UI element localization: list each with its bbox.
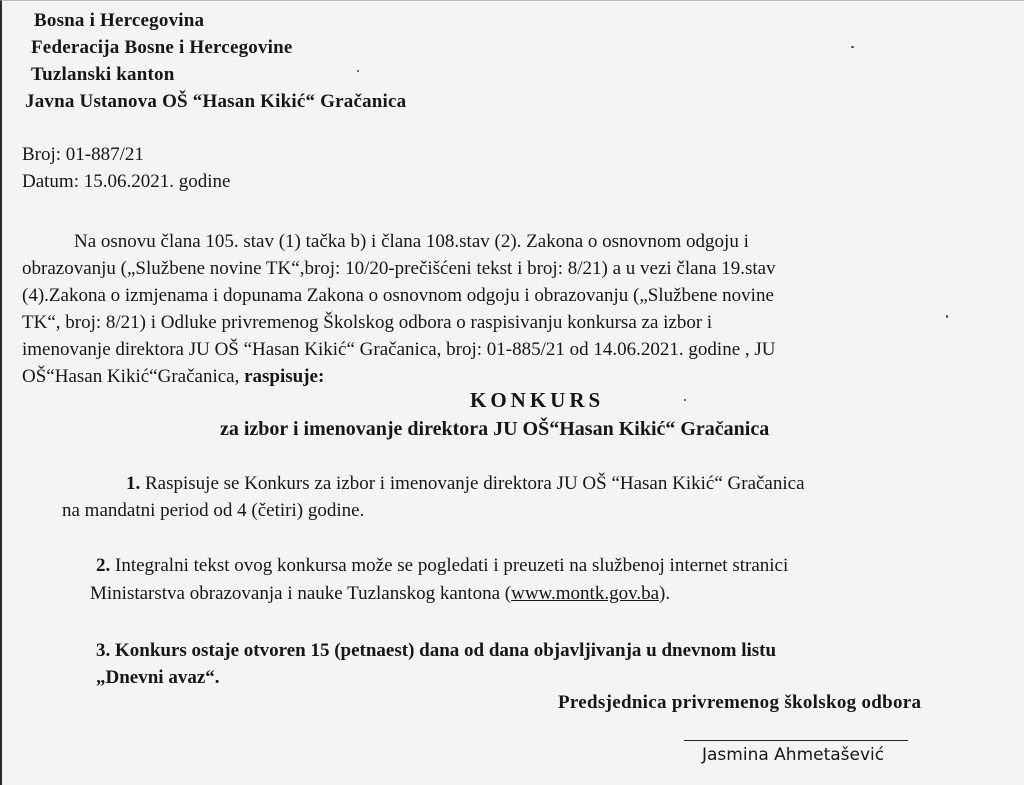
header-federation: Federacija Bosne i Hercegovine [31, 37, 293, 58]
item-2-text-post: ). [659, 583, 671, 604]
intro-line-5: imenovanje direktora JU OŠ “Hasan Kikić“ Gračanica, broj: 01-885/21 od 14.06.2021. godine , JU [22, 339, 776, 360]
signature-title: Predsjednica privremenog školskog odbora [558, 692, 922, 713]
document-title: KONKURS [470, 388, 605, 412]
scan-speck [357, 70, 359, 72]
item-2-text-pre: Ministarstva obrazovanja i nauke Tuzlanskog kantona ( [90, 583, 512, 604]
item-3-number: 3. [96, 640, 111, 661]
reference-number: Broj: 01-887/21 [22, 144, 144, 165]
ministry-website-link[interactable]: www.montk.gov.ba [511, 583, 660, 604]
item-1-line-1 [126, 470, 805, 498]
item-2-number: 2. [96, 555, 111, 576]
header-institution: Javna Ustanova OŠ “Hasan Kikić“ Gračanica [25, 91, 407, 112]
item-2-text: Integralni tekst ovog konkursa može se pogledati i preuzeti na službenoj internet stranici [110, 555, 789, 576]
item-1-text: Raspisuje se Konkurs za izbor i imenovanje direktora JU OŠ “Hasan Kikić“ Gračanica [140, 473, 805, 494]
reference-date: Datum: 15.06.2021. godine [22, 171, 231, 192]
item-1-number: 1. [126, 473, 141, 494]
signature-line [684, 740, 908, 741]
item-3-line-2: „Dnevni avaz“. [96, 667, 220, 688]
item-3-text: Konkurs ostaje otvoren 15 (petnaest) dana od dana objavljivanja u dnevnom listu [110, 640, 777, 661]
item-2-line-1 [96, 552, 788, 580]
intro-line-1: Na osnovu člana 105. stav (1) tačka b) i člana 108.stav (2). Zakona o osnovnom odgoju i [74, 231, 749, 252]
intro-line-2: obrazovanju („Službene novine TK“,broj: 10/20-prečišćeni tekst i broj: 8/21) a u vezi člana 19.stav [22, 258, 776, 279]
intro-raspisuje: raspisuje: [244, 366, 325, 387]
item-1-line-2: na mandatni period od 4 (četiri) godine. [62, 500, 365, 521]
item-2-line-2 [90, 580, 670, 608]
scan-speck [946, 315, 948, 318]
scan-speck [851, 46, 854, 48]
header-canton: Tuzlanski kanton [31, 64, 175, 85]
intro-institution-text: OŠ“Hasan Kikić“Gračanica, [22, 366, 245, 387]
item-3-line-1 [96, 637, 776, 665]
scan-speck [684, 399, 686, 401]
intro-line-3: (4).Zakona o izmjenama i dopunama Zakona o osnovnom odgoju i obrazovanju („Službene novine [22, 285, 774, 306]
signature-name: Jasmina Ahmetašević [702, 745, 885, 765]
document-subtitle: za izbor i imenovanje direktora JU OŠ“Hasan Kikić“ Gračanica [220, 418, 770, 440]
intro-line-6 [22, 363, 324, 390]
intro-line-4: TK“, broj: 8/21) i Odluke privremenog Školskog odbora o raspisivanju konkursa za izbor i [22, 312, 713, 333]
header-country: Bosna i Hercegovina [34, 10, 205, 31]
